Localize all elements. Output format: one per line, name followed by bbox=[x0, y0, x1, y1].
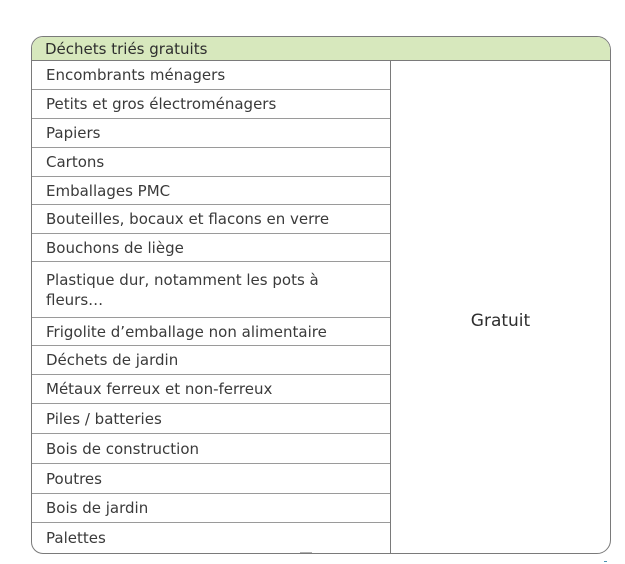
waste-type-label: Plastique dur, notamment les pots à fleurs… bbox=[46, 270, 319, 309]
waste-type-label: Piles / batteries bbox=[46, 409, 162, 428]
table-row bbox=[32, 205, 390, 234]
table-row bbox=[32, 434, 390, 464]
waste-type-label: Bois de jardin bbox=[46, 499, 149, 517]
decorative-divider bbox=[300, 552, 312, 553]
waste-type-label: Papiers bbox=[46, 124, 101, 142]
waste-type-label: Poutres bbox=[46, 469, 102, 488]
table-header-label: Déchets triés gratuits bbox=[45, 40, 208, 58]
table-row bbox=[32, 523, 390, 553]
table-row bbox=[32, 494, 390, 523]
table-row bbox=[32, 61, 390, 90]
table-row bbox=[32, 262, 390, 318]
waste-type-label: Bouchons de liège bbox=[46, 238, 184, 257]
waste-type-label: Frigolite d’emballage non alimentaire bbox=[46, 322, 327, 341]
waste-type-label: Encombrants ménagers bbox=[46, 66, 226, 84]
waste-type-label: Métaux ferreux et non-ferreux bbox=[46, 380, 273, 398]
table-row bbox=[32, 375, 390, 404]
waste-type-label: Palettes bbox=[46, 529, 106, 547]
table-header bbox=[32, 37, 610, 61]
waste-type-label: Petits et gros électroménagers bbox=[46, 95, 277, 113]
waste-type-label: Déchets de jardin bbox=[46, 351, 179, 369]
waste-types-column bbox=[32, 61, 391, 553]
table-row bbox=[32, 90, 390, 119]
table-row bbox=[32, 404, 390, 434]
waste-type-label: Bouteilles, bocaux et flacons en verre bbox=[46, 210, 330, 228]
table-row bbox=[32, 464, 390, 494]
price-column bbox=[391, 61, 610, 553]
table-row bbox=[32, 119, 390, 148]
waste-price-table bbox=[31, 36, 611, 554]
price-label: Gratuit bbox=[470, 311, 531, 331]
table-row bbox=[32, 346, 390, 375]
table-row bbox=[32, 318, 390, 346]
decorative-mark bbox=[604, 561, 607, 562]
waste-type-label: Emballages PMC bbox=[46, 181, 171, 200]
table-row bbox=[32, 148, 390, 177]
table-row bbox=[32, 234, 390, 262]
waste-type-label: Cartons bbox=[46, 153, 105, 171]
table-row bbox=[32, 177, 390, 205]
waste-type-label: Bois de construction bbox=[46, 439, 200, 458]
